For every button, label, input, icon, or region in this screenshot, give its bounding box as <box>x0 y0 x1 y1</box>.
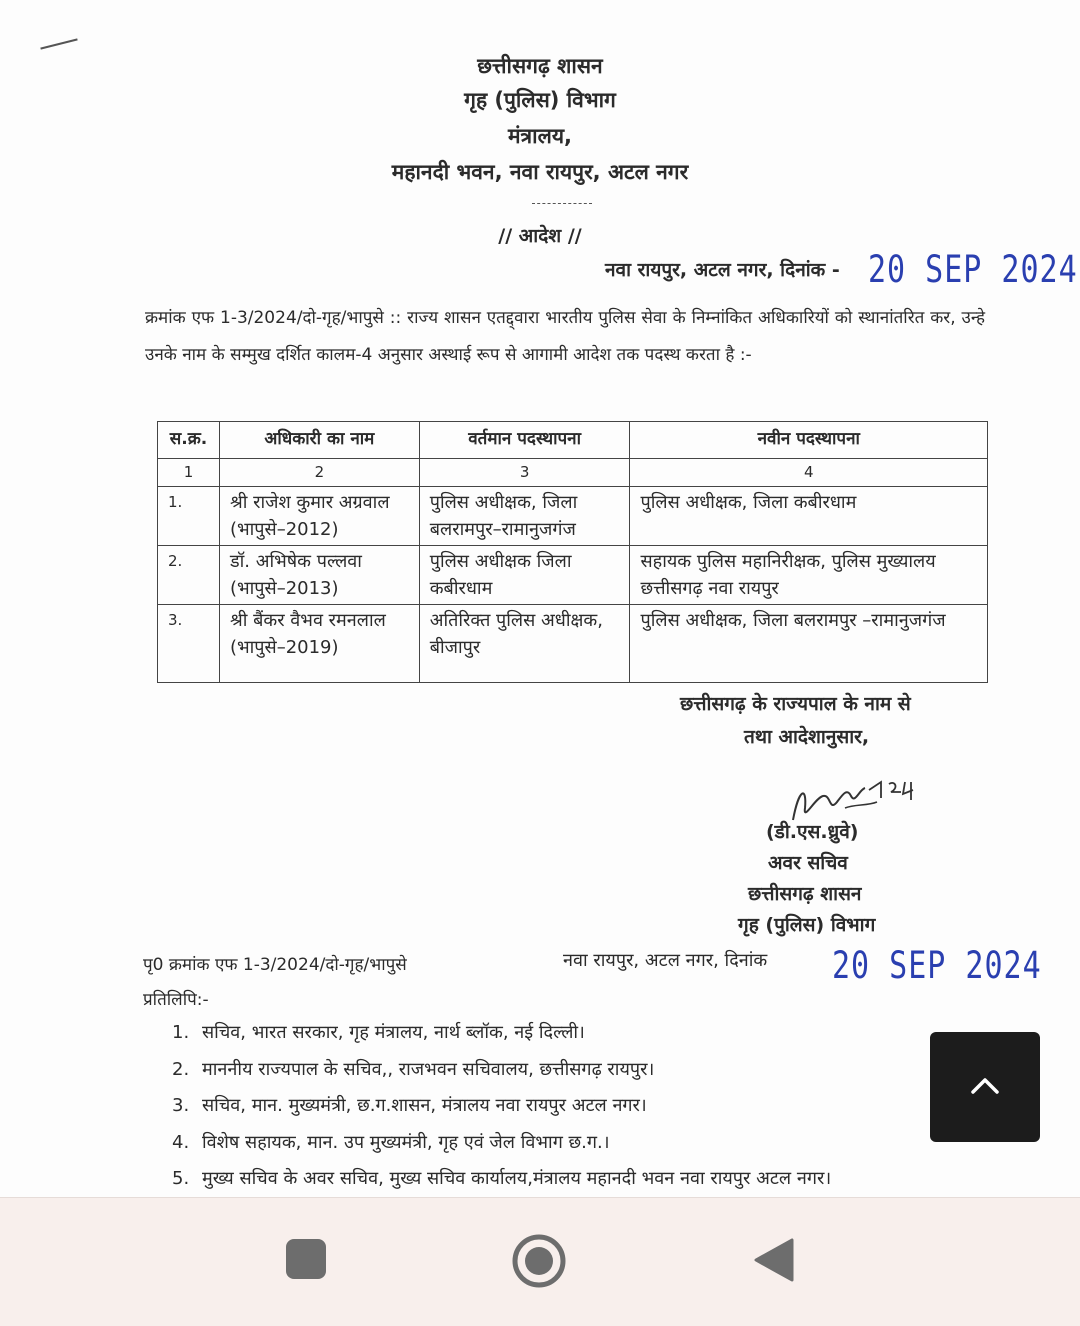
list-item <box>172 1088 831 1125</box>
list-item-number: 5. <box>172 1168 190 1189</box>
list-item-number: 4. <box>172 1131 190 1153</box>
list-item <box>172 1015 831 1052</box>
order-body-text: क्रमांक एफ 1-3/2024/दो-गृह/भापुसे :: राज्य शासन एतद्द्वारा भारतीय पुलिस सेवा के निम्नांकित अधिकारियों को स्थानांतरित कर, उन्हे उनके नाम के सम्मुख दर्शित कालम-4 अनुसार अस्थाई रूप से आगामी आदेश तक पदस्थ करता है :- <box>145 308 985 365</box>
list-item-text: माननीय राज्यपाल के सचिव,, राजभवन सचिवालय, छत्तीसगढ़ रायपुर। <box>202 1058 655 1080</box>
list-item-text: सचिव, भारत सरकार, गृह मंत्रालय, नार्थ ब्लॉक, नई दिल्ली। <box>202 1022 585 1043</box>
column-header-officer: अधिकारी का नाम <box>219 422 419 459</box>
serial-cell: 1. <box>158 487 220 546</box>
list-item-number: 3. <box>172 1095 190 1116</box>
table-row <box>158 546 988 605</box>
table-row <box>158 605 988 683</box>
pen-mark <box>40 38 77 49</box>
transfer-table <box>157 421 988 683</box>
back-triangle-icon <box>752 1236 796 1284</box>
list-item-number: 1. <box>172 1022 190 1043</box>
authority-line-1: छत्तीसगढ़ के राज्यपाल के नाम से <box>680 693 911 715</box>
list-item <box>172 1161 831 1197</box>
column-header-serial: स.क्र. <box>158 422 220 459</box>
signatory-government: छत्तीसगढ़ शासन <box>748 883 862 905</box>
list-item <box>172 1125 831 1162</box>
header-divider <box>532 203 592 204</box>
current-posting-cell: अतिरिक्त पुलिस अधीक्षक, बीजापुर <box>419 605 630 683</box>
home-button[interactable] <box>509 1231 569 1291</box>
table-row <box>158 487 988 546</box>
serial-cell: 2. <box>158 546 220 605</box>
endorsement-date-stamp: 20 SEP 2024 <box>832 944 1042 988</box>
endorsement-reference: पृ0 क्रमांक एफ 1-3/2024/दो-गृह/भापुसे <box>143 955 407 975</box>
new-posting-cell: पुलिस अधीक्षक, जिला बलरामपुर –रामानुजगंज <box>630 605 988 683</box>
signatory-department: गृह (पुलिस) विभाग <box>738 914 876 936</box>
authority-line-2: तथा आदेशानुसार, <box>744 726 870 748</box>
header-department: गृह (पुलिस) विभाग <box>464 88 616 112</box>
order-place-date: नवा रायपुर, अटल नगर, दिनांक - <box>605 259 840 281</box>
column-number: 1 <box>158 459 220 487</box>
current-posting-cell: पुलिस अधीक्षक जिला कबीरधाम <box>419 546 630 605</box>
list-item-text: विशेष सहायक, मान. उप मुख्यमंत्री, गृह एवं जेल विभाग छ.ग.। <box>202 1131 610 1153</box>
scroll-to-top-button[interactable] <box>930 1032 1040 1142</box>
column-number: 2 <box>219 459 419 487</box>
current-posting-cell: पुलिस अधीक्षक, जिला बलरामपुर–रामानुजगंज <box>419 487 630 546</box>
column-number-row <box>158 459 988 487</box>
back-button[interactable] <box>752 1236 796 1284</box>
header-address: महानदी भवन, नवा रायपुर, अटल नगर <box>391 160 689 184</box>
date-stamp: 20 SEP 2024 <box>868 248 1078 292</box>
recipient-list <box>172 1015 831 1197</box>
endorsement-place-date: नवा रायपुर, अटल नगर, दिनांक <box>563 950 768 971</box>
recents-square-icon <box>286 1239 326 1279</box>
list-item-text: सचिव, मान. मुख्यमंत्री, छ.ग.शासन, मंत्रालय नवा रायपुर अटल नगर। <box>202 1095 647 1116</box>
column-header-new-posting: नवीन पदस्थापना <box>630 422 988 459</box>
list-item-number: 2. <box>172 1058 190 1080</box>
list-item-text: मुख्य सचिव के अवर सचिव, मुख्य सचिव कार्यालय,मंत्रालय महानदी भवन नवा रायपुर अटल नगर। <box>202 1168 832 1189</box>
header-government: छत्तीसगढ़ शासन <box>477 54 603 78</box>
recents-button[interactable] <box>282 1235 330 1283</box>
copy-label: प्रतिलिपि:- <box>143 990 209 1010</box>
signatory-designation: अवर सचिव <box>768 852 848 874</box>
system-navigation-bar <box>0 1197 1080 1326</box>
column-number: 3 <box>419 459 630 487</box>
home-circle-icon <box>509 1231 569 1291</box>
header-ministry: मंत्रालय, <box>508 124 572 148</box>
new-posting-cell: पुलिस अधीक्षक, जिला कबीरधाम <box>630 487 988 546</box>
serial-cell: 3. <box>158 605 220 683</box>
list-item <box>172 1052 831 1089</box>
officer-cell: श्री बैंकर वैभव रमनलाल (भापुसे–2019) <box>219 605 419 683</box>
new-posting-cell: सहायक पुलिस महानिरीक्षक, पुलिस मुख्यालय छत्तीसगढ़ नवा रायपुर <box>630 546 988 605</box>
order-title: // आदेश // <box>498 225 582 247</box>
signatory-name: (डी.एस.ध्रुवे) <box>766 821 859 843</box>
officer-cell: डॉ. अभिषेक पल्लवा (भापुसे–2013) <box>219 546 419 605</box>
column-header-current-posting: वर्तमान पदस्थापना <box>419 422 630 459</box>
chevron-up-icon <box>971 1076 999 1094</box>
officer-cell: श्री राजेश कुमार अग्रवाल (भापुसे–2012) <box>219 487 419 546</box>
column-number: 4 <box>630 459 988 487</box>
